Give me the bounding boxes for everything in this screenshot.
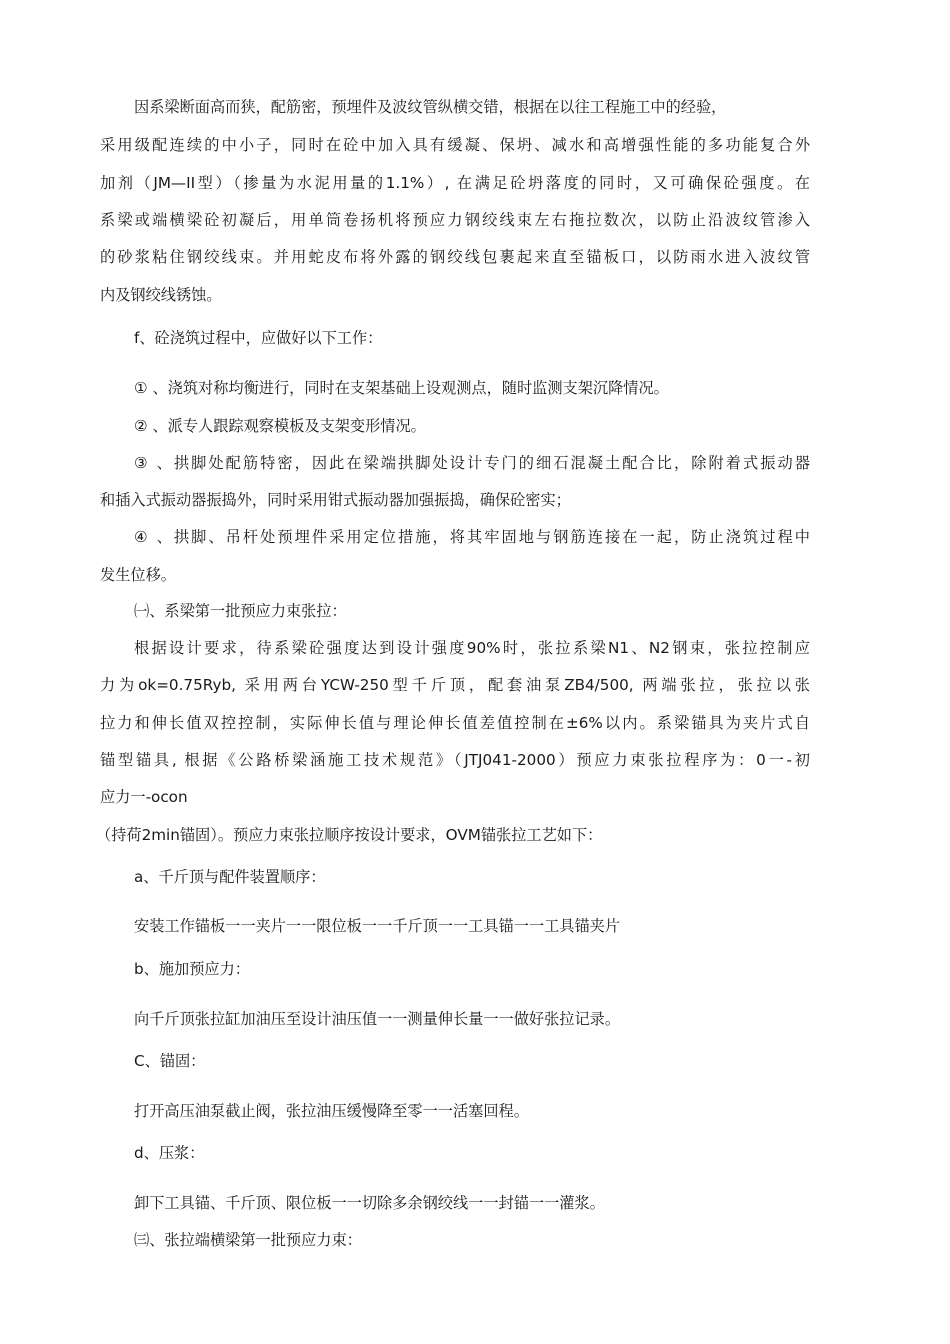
paragraph-line: 力为ok=0.75Ryb, 采用两台YCW-250型千斤顶，配套油泵ZB4/500, 两端张拉，张拉以张 bbox=[100, 676, 810, 694]
step-detail: 卸下工具锚、千斤顶、限位板一一切除多余钢绞线一一封锚一一灌浆。 bbox=[134, 1194, 605, 1212]
step-detail: 打开高压油泵截止阀，张拉油压缓慢降至零一一活塞回程。 bbox=[134, 1102, 529, 1120]
list-item-continuation: 发生位移。 bbox=[100, 566, 176, 584]
section-heading: ㈢、张拉端横梁第一批预应力束： bbox=[134, 1231, 362, 1249]
list-item: ② 、派专人跟踪观察模板及支架变形情况。 bbox=[134, 417, 426, 435]
step-detail: 向千斤顶张拉缸加油压至设计油压值一一测量伸长量一一做好张拉记录。 bbox=[134, 1010, 620, 1028]
paragraph-line: 拉力和伸长值双控控制，实际伸长值与理论伸长值差值控制在±6%以内。系梁锚具为夹片式自 bbox=[100, 714, 810, 732]
list-heading: f、砼浇筑过程中，应做好以下工作： bbox=[134, 329, 383, 347]
paragraph-line: 应力一-ocon bbox=[100, 788, 188, 806]
step-heading: d、压浆： bbox=[134, 1144, 205, 1162]
step-detail: 安装工作锚板一一夹片一一限位板一一千斤顶一一工具锚一一工具锚夹片 bbox=[134, 917, 620, 935]
paragraph-line: 根据设计要求，待系梁砼强度达到设计强度90%时，张拉系梁N1、N2钢束，张拉控制应 bbox=[134, 639, 810, 657]
paragraph-line: 加剂（JM—II型）（掺量为水泥用量的1.1%）, 在满足砼坍落度的同时，又可确保砼强度。在 bbox=[100, 174, 810, 192]
list-item: ④ 、拱脚、吊杆处预埋件采用定位措施，将其牢固地与钢筋连接在一起，防止浇筑过程中 bbox=[134, 528, 810, 546]
paragraph-line: （持荷2min锚固）。预应力束张拉顺序按设计要求，OVM锚张拉工艺如下： bbox=[96, 826, 603, 844]
paragraph-line: 系梁或端横梁砼初凝后，用单筒卷扬机将预应力钢绞线束左右拖拉数次，以防止沿波纹管渗入 bbox=[100, 211, 810, 229]
paragraph-line: 因系梁断面高而狭，配筋密，预埋件及波纹管纵横交错，根据在以往工程施工中的经验， bbox=[134, 98, 727, 116]
step-heading: b、施加预应力： bbox=[134, 960, 250, 978]
paragraph-line: 内及钢绞线锈蚀。 bbox=[100, 286, 222, 304]
paragraph-line: 锚型锚具, 根据《公路桥梁涵施工技术规范》（JTJ041-2000）预应力束张拉程序为：0一-初 bbox=[100, 751, 810, 769]
list-item: ① 、浇筑对称均衡进行，同时在支架基础上设观测点，随时监测支架沉降情况。 bbox=[134, 379, 669, 397]
step-heading: C、锚固： bbox=[134, 1052, 206, 1070]
step-heading: a、千斤顶与配件装置顺序： bbox=[134, 868, 326, 886]
list-item-continuation: 和插入式振动器振捣外，同时采用钳式振动器加强振捣，确保砼密实； bbox=[100, 491, 571, 509]
list-item: ③ 、拱脚处配筋特密，因此在梁端拱脚处设计专门的细石混凝土配合比，除附着式振动器 bbox=[134, 454, 810, 472]
section-heading: ㈠、系梁第一批预应力束张拉： bbox=[134, 602, 347, 620]
paragraph-line: 采用级配连续的中小子，同时在砼中加入具有缓凝、保坍、减水和高增强性能的多功能复合外 bbox=[100, 136, 810, 154]
paragraph-line: 的砂浆粘住钢绞线束。并用蛇皮布将外露的钢绞线包裹起来直至锚板口，以防雨水进入波纹管 bbox=[100, 248, 810, 266]
